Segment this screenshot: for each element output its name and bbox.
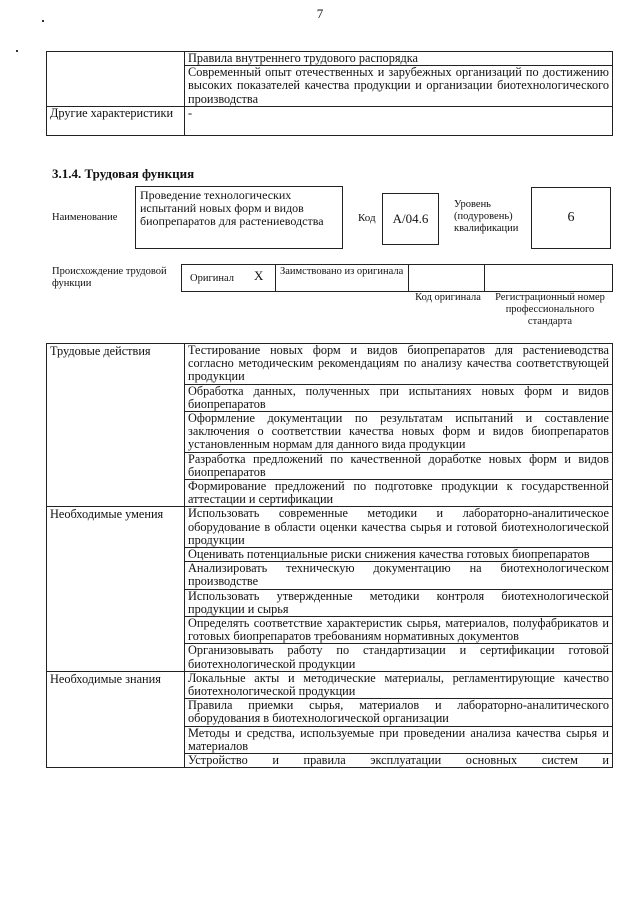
- original-mark: X: [254, 268, 264, 283]
- row-item: Использовать утвержденные методики контроля биотехнологической продукции и сырья: [185, 589, 613, 616]
- level-label: Уровень (подуровень) квалификации: [454, 199, 519, 234]
- row-item: Методы и средства, используемые при проведении анализа качества сырья и материалов: [185, 726, 613, 753]
- top-table: [46, 51, 613, 136]
- scan-speck: [16, 50, 18, 52]
- main-table: [46, 343, 613, 768]
- page-number: 7: [316, 6, 324, 21]
- top-table-item: Современный опыт отечественных и зарубежных организаций по достижению высоких показателей качества продукции и организации биотехнологического производства: [185, 66, 613, 107]
- top-table-item: -: [185, 106, 613, 135]
- original-label: Оригинал: [190, 273, 234, 284]
- code-box: А/04.6: [382, 193, 439, 245]
- top-table-label: [47, 52, 185, 107]
- reg-number-cell: [485, 264, 613, 292]
- original-cell: [181, 264, 275, 292]
- row-item: Определять соответствие характеристик сырья, материалов, полуфабрикатов и готовых биопрепаратов требованиям нормативных документов: [185, 617, 613, 644]
- row-label: Трудовые действия: [47, 344, 185, 507]
- row-item: Тестирование новых форм и видов биопрепаратов для растениеводства согласно методическим рекомендациям по анализу качества соответствующей продукции: [185, 344, 613, 385]
- row-item: Организовывать работу по стандартизации и сертификации готовой биотехнологической продукции: [185, 644, 613, 671]
- row-label: Необходимые умения: [47, 507, 185, 671]
- row-item: Локальные акты и методические материалы, регламентирующие качество биотехнологической продукции: [185, 671, 613, 698]
- row-item: Устройство и правила эксплуатации основных систем и: [185, 754, 613, 768]
- function-name-box: Проведение технологических испытаний новых форм и видов биопрепаратов для растениеводства: [135, 186, 343, 249]
- row-item: Разработка предложений по качественной доработке новых форм и видов биопрепаратов: [185, 452, 613, 479]
- scan-speck: [42, 20, 44, 22]
- row-item: Формирование предложений по подготовке продукции к государственной аттестации и сертификации: [185, 480, 613, 507]
- code-caption: Код оригинала: [415, 292, 481, 303]
- row-item: Использовать современные методики и лабораторно-аналитическое оборудование в области оценки качества сырья и готовой биотехнологической продукции: [185, 507, 613, 548]
- level-box: 6: [531, 187, 611, 249]
- borrowed-cell: Заимствовано из оригинала: [275, 264, 409, 292]
- row-item: Анализировать техническую документацию на биотехнологическом производстве: [185, 562, 613, 589]
- row-item: Обработка данных, полученных при испытаниях новых форм и видов биопрепаратов: [185, 384, 613, 411]
- row-item: Оценивать потенциальные риски снижения качества готовых биопрепаратов: [185, 548, 613, 562]
- reg-caption: Регистрационный номер профессионального стандарта: [495, 292, 605, 327]
- top-table-item: Правила внутреннего трудового распорядка: [185, 52, 613, 66]
- original-code-cell: [409, 264, 485, 292]
- code-label: Код: [358, 212, 376, 224]
- name-label: Наименование: [52, 212, 118, 223]
- origin-label: Происхождение трудовой функции: [52, 266, 167, 289]
- row-item: Правила приемки сырья, материалов и лабораторно-аналитического оборудования в биотехнологической организации: [185, 699, 613, 726]
- row-label: Необходимые знания: [47, 671, 185, 767]
- section-heading: 3.1.4. Трудовая функция: [52, 166, 195, 181]
- top-table-label: Другие характеристики: [47, 106, 185, 135]
- row-item: Оформление документации по результатам испытаний и составление заключения о соответствии качества новых форм и видов биопрепаратов установленным нормам для данного вида продукции: [185, 412, 613, 453]
